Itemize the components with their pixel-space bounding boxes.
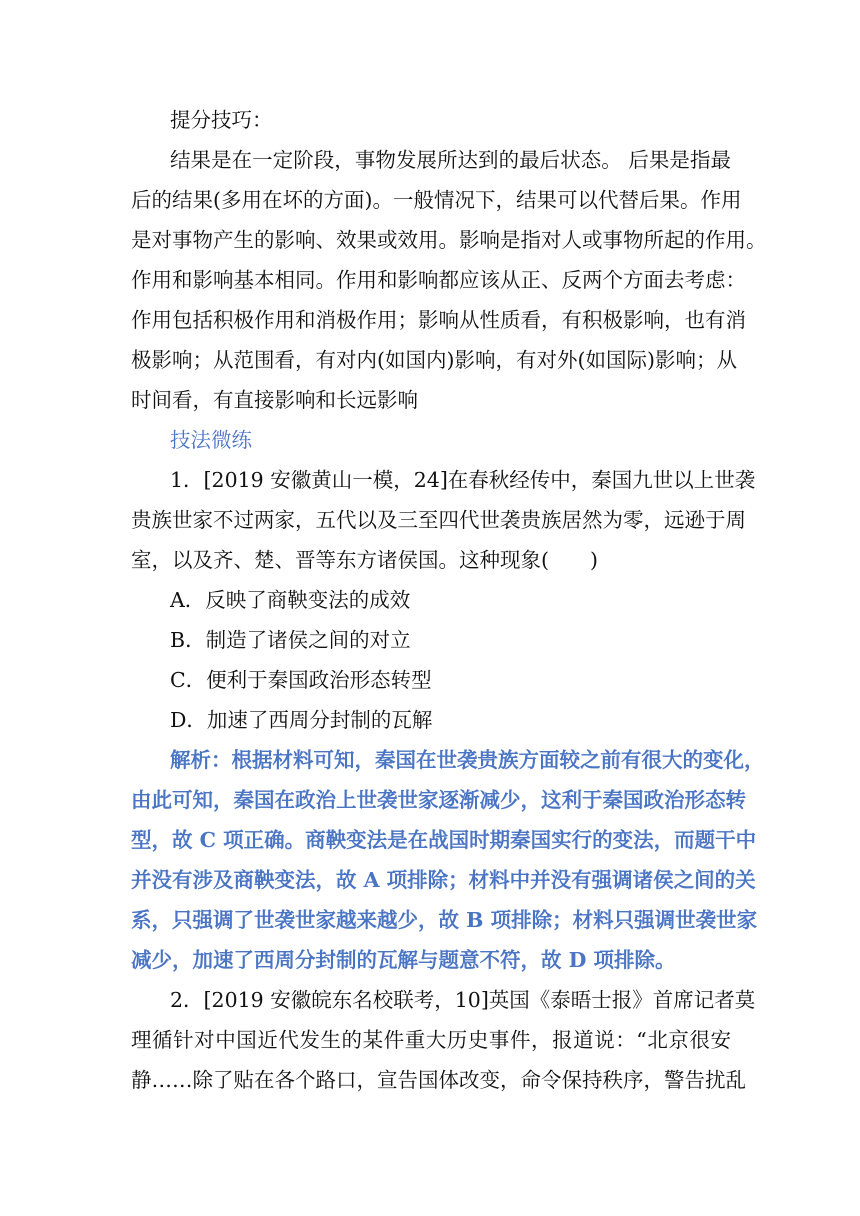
analysis-line: 系，只强调了世袭世家越来越少，故 B 项排除；材料只强调世袭世家 [131, 908, 758, 932]
question-2-line: 理循针对中国近代发生的某件重大历史事件，报道说：“北京很安 [131, 1028, 731, 1052]
tips-line: 极影响；从范围看，有对内(如国内)影响，有对外(如国际)影响；从 [131, 348, 737, 372]
tips-heading: 提分技巧： [170, 108, 273, 132]
tips-line: 结果是在一定阶段，事物发展所达到的最后状态。 后果是指最 [170, 148, 731, 172]
tips-line: 时间看，有直接影响和长远影响 [131, 388, 418, 412]
option-b: B．制造了诸侯之间的对立 [170, 628, 411, 652]
analysis-line: 型，故 C 项正确。商鞅变法是在战国时期秦国实行的变法，而题干中 [131, 828, 757, 852]
practice-heading: 技法微练 [170, 428, 252, 452]
tips-line: 后的结果(多用在坏的方面)。一般情况下，结果可以代替后果。作用 [131, 188, 742, 212]
question-2-line: 2．[2019 安徽皖东名校联考，10]英国《泰晤士报》首席记者莫 [170, 988, 756, 1012]
option-c: C．便利于秦国政治形态转型 [170, 668, 432, 692]
question-2-line: 静……除了贴在各个路口，宣告国体改变，命令保持秩序，警告扰乱 [131, 1068, 746, 1092]
option-d: D．加速了西周分封制的瓦解 [170, 708, 433, 732]
tips-line: 作用和影响基本相同。作用和影响都应该从正、反两个方面去考虑： [131, 268, 746, 292]
tips-line: 是对事物产生的影响、效果或效用。影响是指对人或事物所起的作用。 [131, 228, 767, 252]
analysis-line: 减少，加速了西周分封制的瓦解与题意不符，故 D 项排除。 [131, 948, 676, 972]
tips-line: 作用包括积极作用和消极作用；影响从性质看，有积极影响，也有消 [131, 308, 746, 332]
question-1-line: 贵族世家不过两家，五代以及三至四代世袭贵族居然为零，远逊于周 [131, 508, 746, 532]
analysis-line: 并没有涉及商鞅变法，故 A 项排除；材料中并没有强调诸侯之间的关 [131, 868, 756, 892]
option-a: A．反映了商鞅变法的成效 [170, 588, 411, 612]
analysis-line: 由此可知，秦国在政治上世袭世家逐渐减少，这利于秦国政治形态转 [131, 788, 746, 812]
question-1-line: 室，以及齐、楚、晋等东方诸侯国。这种现象( ) [131, 548, 598, 572]
analysis-line: 解析：根据材料可知，秦国在世袭贵族方面较之前有很大的变化， [170, 748, 765, 772]
question-1-line: 1．[2019 安徽黄山一模，24]在春秋经传中，秦国九世以上世袭 [170, 468, 756, 492]
